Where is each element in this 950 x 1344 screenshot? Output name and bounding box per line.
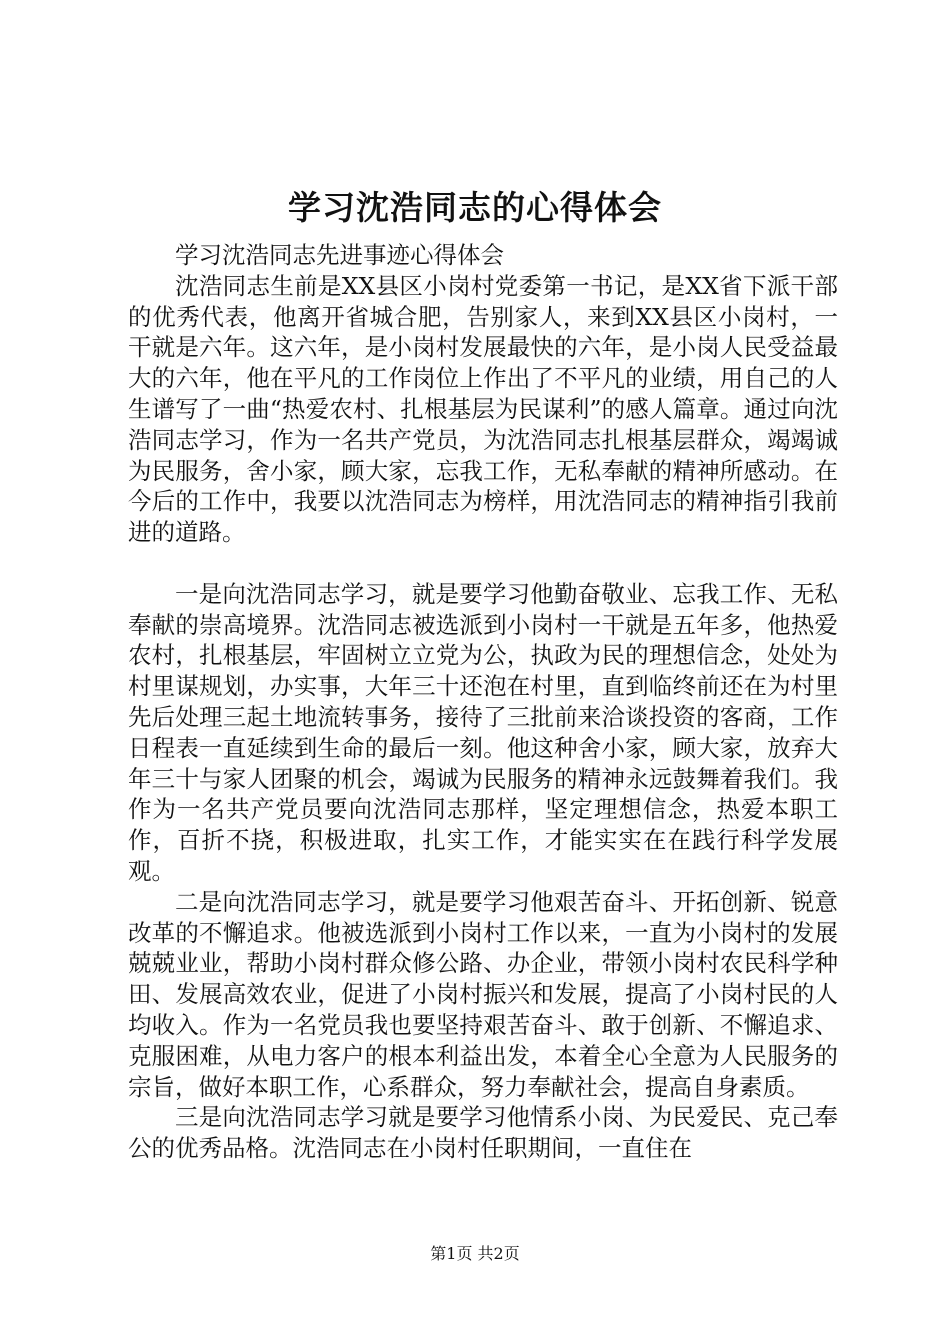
document-subtitle: 学习沈浩同志先进事迹心得体会 [175, 241, 504, 269]
paragraph-point-two: 二是向沈浩同志学习，就是要学习他艰苦奋斗、开拓创新、锐意改革的不懈追求。他被选派到小岗村工作以来，一直为小岗村的发展兢兢业业，帮助小岗村群众修公路、办企业，带领小岗村农民科学种田、发展高效农业，促进了小岗村振兴和发展，提高了小岗村民的人均收入。作为一名党员我也要坚持艰苦奋斗、敢于创新、不懈追求、克服困难，从电力客户的根本利益出发，本着全心全意为人民服务的宗旨，做好本职工作，心系群众，努力奉献社会，提高自身素质。 [128, 887, 838, 1101]
paragraph-gap [128, 548, 838, 579]
paragraph-point-three: 三是向沈浩同志学习就是要学习他情系小岗、为民爱民、克己奉公的优秀品格。沈浩同志在小岗村任职期间，一直住在 [128, 1103, 838, 1163]
paragraph-intro: 沈浩同志生前是XX县区小岗村党委第一书记，是XX省下派干部的优秀代表，他离开省城合肥，告别家人，来到XX县区小岗村，一干就是六年。这六年，是小岗村发展最快的六年，是小岗人民受益最大的六年，他在平凡的工作岗位上作出了不平凡的业绩，用自己的人生谱写了一曲“热爱农村、扎根基层为民谋利”的感人篇章。通过向沈浩同志学习，作为一名共产党员，为沈浩同志扎根基层群众，竭竭诚为民服务，舍小家，顾大家，忘我工作，无私奉献的精神所感动。在今后的工作中，我要以沈浩同志为榜样，用沈浩同志的精神指引我前进的道路。 [128, 271, 838, 547]
page-footer: 第1页 共2页 [430, 1244, 520, 1263]
document-body [128, 240, 838, 1164]
document-title: 学习沈浩同志的心得体会 [288, 188, 662, 227]
paragraph-point-one: 一是向沈浩同志学习，就是要学习他勤奋敬业、忘我工作、无私奉献的崇高境界。沈浩同志被选派到小岗村一干就是五年多，他热爱农村，扎根基层，牢固树立立党为公，执政为民的理想信念，处处为村里谋规划，办实事，大年三十还泡在村里，直到临终前还在为村里先后处理三起土地流转事务，接待了三批前来洽谈投资的客商，工作日程表一直延续到生命的最后一刻。他这种舍小家，顾大家，放弃大年三十与家人团聚的机会，竭诚为民服务的精神永远鼓舞着我们。我作为一名共产党员要向沈浩同志那样，坚定理想信念，热爱本职工作，百折不挠，积极进取，扎实工作，才能实实在在践行科学发展观。 [128, 579, 838, 885]
